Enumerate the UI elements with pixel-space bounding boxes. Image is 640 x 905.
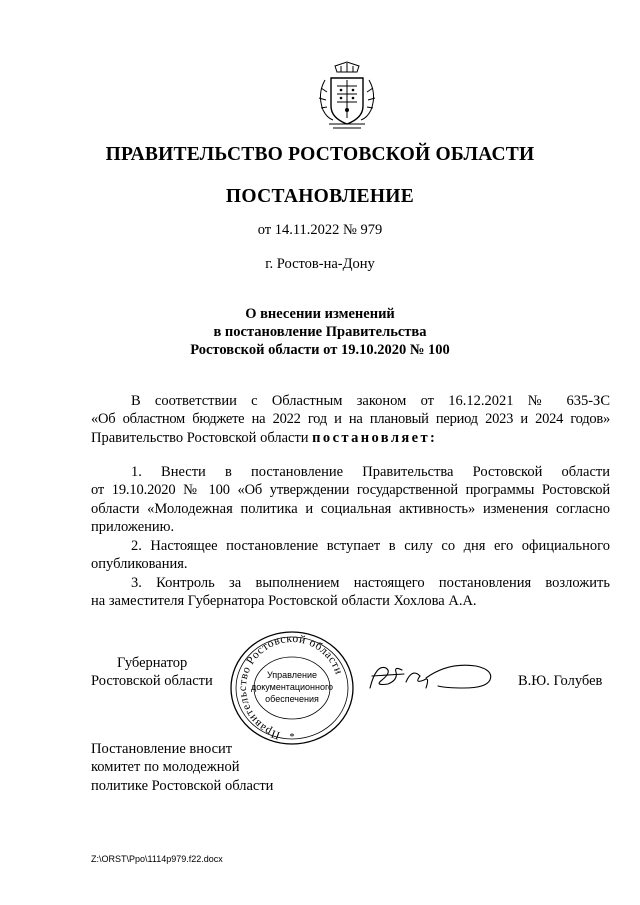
issuer-line: Постановление вносит	[91, 741, 233, 757]
item-line: 1. Внести в постановление Правительства Ростовской области	[131, 464, 610, 480]
official-seal-stamp	[228, 630, 356, 748]
preamble-subject: Правительство Ростовской области	[91, 429, 309, 446]
item-line: приложению.	[91, 519, 175, 536]
item-line: опубликования.	[91, 556, 188, 573]
seal-center-line: Управление	[266, 670, 318, 680]
subject-line: в постановление Правительства	[213, 324, 427, 340]
issuer-block	[91, 740, 273, 795]
signatory-position-line2: Ростовской области	[91, 673, 213, 689]
seal-star: *	[289, 732, 295, 743]
subject-line: О внесении изменений	[245, 306, 395, 322]
preamble-line: В соответствии с Областным законом от 16.12.2021 № 635-ЗС	[131, 393, 610, 409]
item-line: от 19.10.2020 № 100 «Об утверждении государственной программы Ростовской	[91, 482, 610, 499]
item-line: области «Молодежная политика и социальная активность» изменения согласно	[91, 500, 610, 517]
decree-item-1	[91, 463, 610, 537]
handwritten-signature	[368, 658, 498, 698]
seal-center-line: документационного	[250, 682, 334, 692]
issuer-line: политике Ростовской области	[91, 777, 274, 794]
preamble-decree-word: постановляет:	[312, 429, 438, 446]
document-type: ПОСТАНОВЛЕНИЕ	[225, 186, 415, 207]
coat-of-arms-emblem	[311, 60, 383, 132]
preamble-line: «Об областном бюджете на 2022 год и на плановый период 2023 и 2024 годов»	[91, 411, 610, 428]
item-line: 3. Контроль за выполнением настоящего постановления возложить	[131, 575, 610, 591]
government-title: ПРАВИТЕЛЬСТВО РОСТОВСКОЙ ОБЛАСТИ	[105, 144, 535, 165]
item-line: 2. Настоящее постановление вступает в силу со дня его официального	[131, 538, 610, 554]
file-path-footer: Z:\ORST\Ppo\1114p979.f22.docx	[91, 854, 223, 864]
seal-ring-text: Правительство Ростовской области	[236, 632, 345, 742]
preamble-line	[91, 429, 610, 447]
decree-item-3	[91, 574, 610, 611]
item-line: на заместителя Губернатора Ростовской области Хохлова А.А.	[91, 593, 477, 610]
document-place: г. Ростов-на-Дону	[265, 256, 375, 272]
subject-line: Ростовской области от 19.10.2020 № 100	[190, 342, 450, 358]
issuer-line: комитет по молодежной	[91, 759, 240, 776]
seal-center-line: обеспечения	[265, 694, 319, 704]
document-date-number: от 14.11.2022 № 979	[257, 222, 383, 238]
preamble	[91, 392, 610, 447]
signatory-name: В.Ю. Голубев	[518, 673, 603, 689]
signatory-position-line1: Губернатор	[117, 655, 188, 671]
document-subject	[0, 305, 640, 359]
decree-item-2	[91, 537, 610, 574]
